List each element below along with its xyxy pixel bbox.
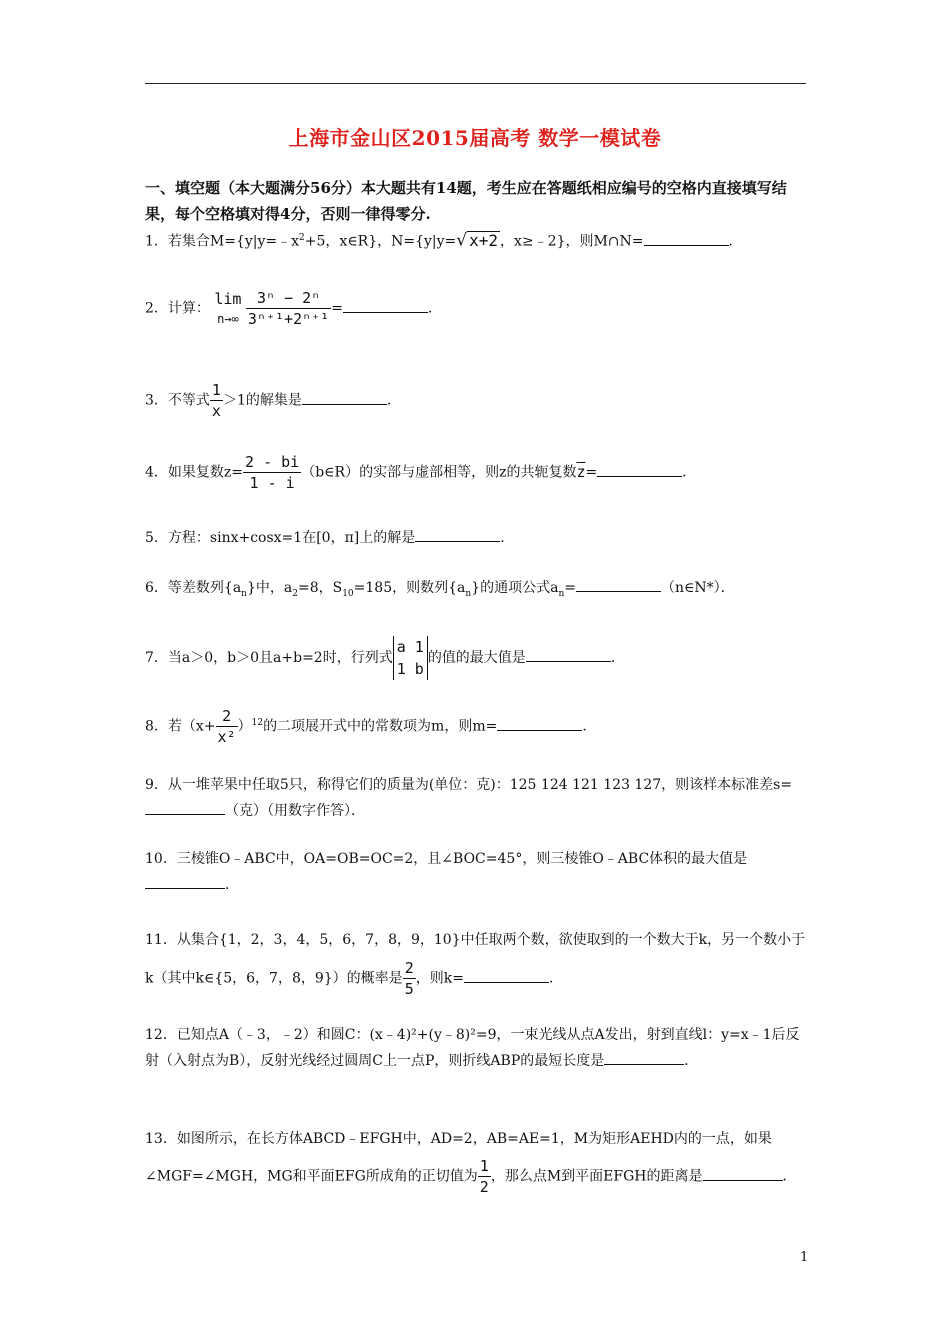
question-1: 1．若集合$M=\{y|y=﹣x^2+5$，x∈R}，N={y|y=√ x+2 ，x≥﹣2}，则M∩N= ． [145, 230, 743, 251]
question-3: 3．不等式 $\frac{1}{x}$ ＞1的解集是 ． [145, 381, 401, 420]
answer-blank-4[interactable] [597, 462, 682, 477]
answer-blank-6[interactable] [576, 577, 661, 592]
question-8: 8．若（x+ $\frac{2}{\text{x²}}$ ）$^{12}$的二项展开式中的常数项为m，则m= ． [145, 707, 597, 746]
question-12: 12．已知点A（﹣3，﹣2）和圆C：(x﹣4)²+(y﹣8)²=9，一束光线从点A发出，射到直线l：y=x﹣1后反射（入射点为B），反射光线经过圆周C上一点P，则折线ABP的最短长度是 ． [145, 1027, 800, 1069]
answer-blank-5[interactable] [415, 527, 500, 542]
fraction-1-over-2: $\frac{1}{2}$ [479, 1157, 489, 1196]
section-heading: 一、填空题（本大题满分56分）本大题共有14题，考生应在答题纸相应编号的空格内直接填写结果，每个空格填对得4分，否则一律得零分. [145, 179, 787, 223]
answer-blank-12[interactable] [604, 1050, 684, 1065]
answer-blank-13[interactable] [703, 1166, 783, 1181]
answer-blank-8[interactable] [497, 716, 582, 731]
question-10: 10．三棱锥O﹣ABC中，OA=OB=OC=2，且∠BOC=45°，则三棱锥O﹣ABC体积的最大值是． [145, 851, 748, 893]
answer-blank-9[interactable] [145, 800, 225, 815]
question-6: 6．等差数列$\{a_n\}$中，$a_2=8$，$S_{10}=185$，则数列$\{a_n\}$的通项公式$a_n=$ （n∈N*）． [145, 576, 810, 606]
complex-fraction: $\frac{2 - bi}{1 - i}$ [245, 453, 300, 492]
answer-blank-1[interactable] [644, 231, 729, 246]
question-11: 11．从集合{1，2，3，4，5，6，7，8，9，10}中任取两个数，欲使取到的一个数大于k，另一个数小于k（其中k∈{5，6，7，8，9}）的概率是 $\frac{2}{5}$ ，则k= ． [145, 932, 806, 998]
question-5: 5．方程：sinx+cosx=1在[0，π]上的解是 ． [145, 526, 810, 550]
limit-fraction: $\frac{\text{3ⁿ − 2ⁿ}}{\text{3ⁿ⁺¹+2ⁿ⁺¹}}$ [247, 289, 330, 328]
question-2: 2．计算： lim n→∞ $\frac{\text{3ⁿ − 2ⁿ}}{\text{3ⁿ⁺¹+2ⁿ⁺¹}}$ = ． [145, 289, 442, 328]
answer-blank-10[interactable] [145, 874, 225, 889]
page-number: 1 [800, 1250, 809, 1265]
answer-blank-3[interactable] [302, 390, 387, 405]
conjugate-z: $\overline{z}$ [576, 462, 586, 481]
fraction-2-over-x2: $\frac{2}{\text{x²}}$ [217, 707, 236, 746]
question-13: 13．如图所示，在长方体ABCD﹣EFGH中，AD=2，AB=AE=1，M为矩形AEHD内的一点，如果∠MGF=∠MGH，MG和平面EFG所成角的正切值为 $\frac{1}{2}$ ，那么点M到平面EFGH的距离是 ． [145, 1131, 797, 1196]
answer-blank-2[interactable] [343, 298, 428, 313]
sqrt-expression: x+2 [469, 230, 499, 250]
answer-blank-11[interactable] [464, 968, 549, 983]
determinant: a 1 1 b [393, 636, 428, 680]
header-rule [145, 83, 806, 84]
fraction-2-over-5: $\frac{2}{5}$ [404, 959, 414, 998]
question-9: 9．从一堆苹果中任取5只，称得它们的质量为(单位：克)：125 124 121 123 127，则该样本标准差s=（克）（用数字作答）． [145, 777, 793, 819]
fraction-1-over-x: $\frac{1}{x}$ [211, 381, 221, 420]
answer-blank-7[interactable] [526, 647, 611, 662]
question-4: 4．如果复数z= $\frac{2 - bi}{1 - i}$ （b∈R）的实部与虚部相等，则z的共轭复数$\overline{z}=$ ． [145, 453, 697, 492]
limit-operator: lim n→∞ [214, 289, 242, 326]
page-title: 上海市金山区2015届高考 数学一模试卷 [288, 126, 662, 150]
question-7: 7．当a＞0，b＞0且a+b=2时，行列式 a 1 1 b 的值的最大值是 ． [145, 638, 625, 678]
